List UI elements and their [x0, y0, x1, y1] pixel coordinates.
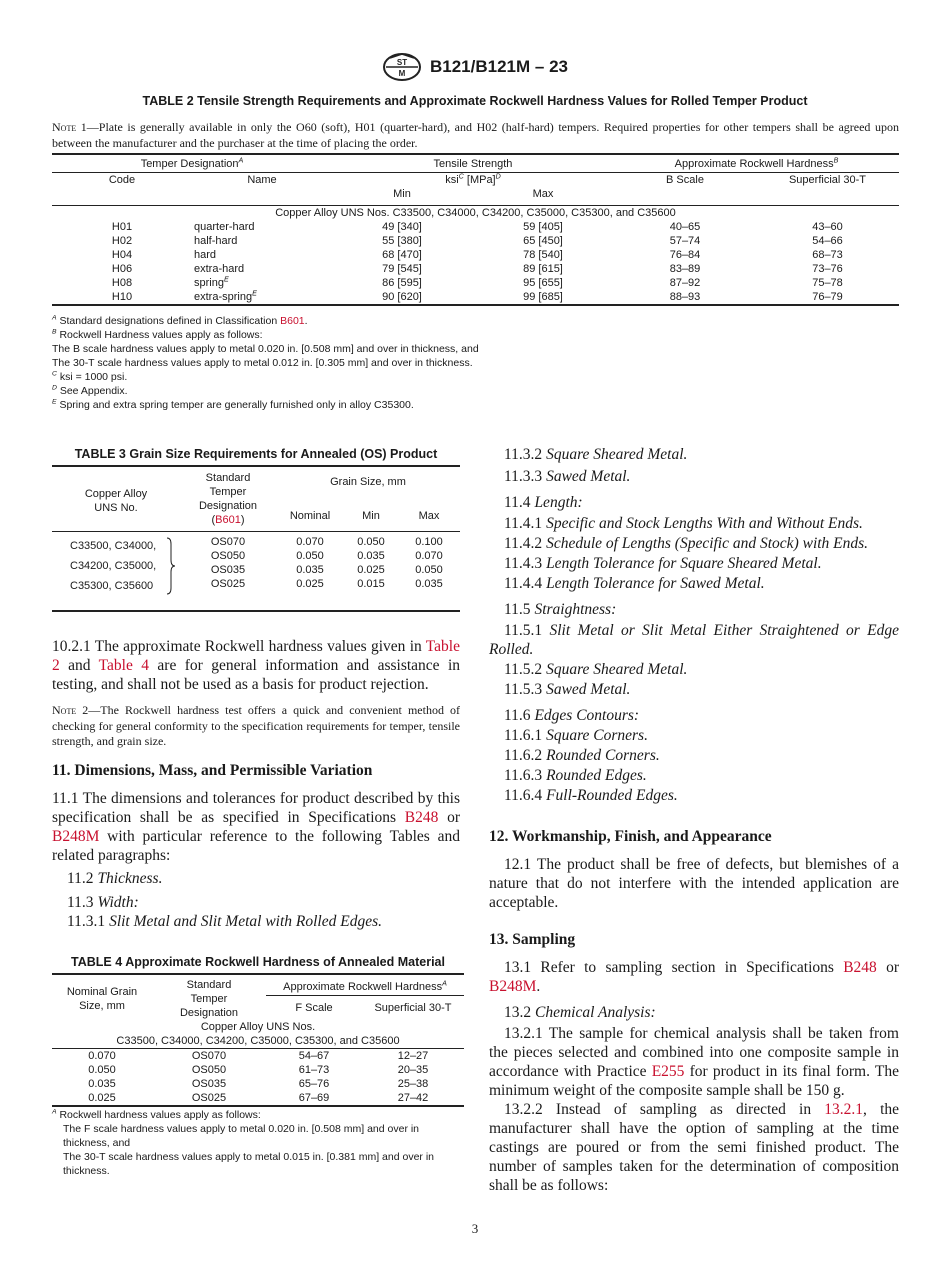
para-number: 11.5.3: [504, 681, 547, 698]
name-cell: [192, 248, 332, 262]
para-number: 13.2: [504, 1004, 535, 1021]
note-label: Note 1: [52, 120, 87, 134]
page-number: 3: [471, 1221, 479, 1236]
para-number: 11.5.1: [504, 622, 550, 639]
table3-max-value: 0.070: [415, 550, 443, 562]
link-b601[interactable]: B601: [215, 514, 241, 526]
max-cell: [398, 532, 460, 612]
superficial-header: Superficial 30-T: [788, 174, 867, 186]
alloy-line: C34200, C35000,: [70, 560, 157, 572]
footnote-ref: A: [442, 979, 447, 988]
nominal-cell: [276, 532, 344, 612]
table3-temper-value: OS050: [210, 550, 246, 562]
para-11-3-2: [489, 445, 899, 464]
temper-cell: [180, 532, 276, 612]
brace-icon: [166, 536, 176, 596]
b-scale-cell: 40–65: [669, 221, 701, 233]
name-cell: [192, 276, 332, 290]
table2-header-row-1: [52, 154, 899, 173]
std-header-2: Temper: [190, 993, 228, 1005]
name-text: spring: [194, 277, 224, 289]
table2-footnotes: [52, 314, 899, 412]
para-11-4: [489, 493, 899, 512]
para-number: 11.3.3: [504, 468, 547, 485]
para-text: .: [536, 978, 541, 995]
para-text: or: [876, 959, 899, 976]
table4-row: [52, 1063, 464, 1077]
para-title: Square Sheared Metal.: [546, 446, 688, 463]
grain-size-header: Grain Size, mm: [276, 466, 460, 501]
para-11-4-4: [489, 574, 899, 593]
table2-row: [52, 220, 899, 234]
rockwell-header: Approximate Rockwell Hardness: [283, 981, 443, 993]
name-header: Name: [247, 174, 277, 186]
f-scale-cell: 67–69: [266, 1091, 362, 1106]
para-title: Sawed Metal.: [546, 468, 631, 485]
code-cell: H10: [52, 290, 192, 305]
page-header: [0, 52, 950, 84]
alloy-cell: [52, 532, 180, 612]
nominal-header-2: Size, mm: [79, 1000, 125, 1012]
footnote-text: The 30-T scale hardness values apply to metal 0.015 in. [0.381 mm] and over in thickness.: [63, 1151, 435, 1177]
note-text: —The Rockwell hardness test offers a quick and convenient method of checking for general conformity to the specification requirements for temper, tensile strength, and grain size.: [52, 703, 461, 748]
max-cell: 99 [685]: [472, 290, 614, 305]
para-text: 13.1 Refer to sampling section in Specifications: [504, 959, 844, 976]
para-11-6-1: [489, 726, 899, 745]
para-number: 11.4: [504, 494, 535, 511]
link-table-2[interactable]: Table 2: [52, 638, 460, 674]
table3-nominal-value: 0.035: [296, 564, 324, 576]
b-scale-cell: 76–84: [669, 249, 701, 261]
para-11-5-2: [489, 660, 899, 679]
f-scale-cell: 65–76: [298, 1078, 330, 1090]
para-title: Chemical Analysis:: [535, 1004, 656, 1021]
para-number: 11.6.3: [504, 767, 547, 784]
table4-title: TABLE 4 Approximate Rockwell Hardness of Annealed Material: [71, 955, 445, 969]
footnote-text: ksi = 1000 psi.: [56, 371, 128, 383]
min-cell: 68 [470]: [382, 249, 422, 261]
para-number: 11.3.1: [67, 913, 110, 930]
para-title: Thickness.: [97, 870, 163, 887]
link-13-2-1[interactable]: 13.2.1: [824, 1101, 864, 1118]
alloy-caption-2: C33500, C34000, C34200, C35000, C35300, and C35600: [52, 1034, 464, 1049]
table4: [52, 973, 464, 1107]
footnote-text: Rockwell hardness values apply as follows:: [56, 1109, 261, 1121]
para-11-4-3: [489, 554, 899, 573]
para-title: Square Sheared Metal.: [546, 661, 688, 678]
name-text: quarter-hard: [194, 221, 255, 233]
footnote-text: The F scale hardness values apply to metal 0.020 in. [0.508 mm] and over in thickness, and: [63, 1123, 420, 1149]
table3-nominal-value: 0.025: [296, 578, 324, 590]
para-title: Slit Metal or Slit Metal Either Straightened or Edge Rolled.: [489, 622, 899, 658]
para-number: 11.4.4: [504, 575, 547, 592]
table2-alloy-row: [52, 206, 899, 221]
para-number: 11.4.1: [504, 515, 547, 532]
temper-cell: OS025: [152, 1091, 266, 1106]
link-b248[interactable]: B248: [404, 809, 439, 826]
link-b248[interactable]: B248: [843, 959, 877, 976]
table2-row: [52, 290, 899, 305]
code-cell: H04: [111, 249, 133, 261]
footnote-b2: The 30-T scale hardness values apply to metal 0.012 in. [0.305 mm] and over in thickness.: [52, 357, 473, 369]
para-number: 11.4.2: [504, 535, 547, 552]
footnote-b: [52, 328, 899, 342]
para-11-2: [67, 869, 162, 888]
link-b248m[interactable]: B248M: [489, 978, 537, 995]
table3-max-value: 0.100: [415, 536, 443, 548]
para-title: Edges Contours:: [534, 707, 640, 724]
footnote-ref: E: [223, 275, 229, 284]
para-title: Width:: [97, 894, 139, 911]
alloy-line: C35300, C35600: [70, 580, 154, 592]
para-13-2-1: [489, 1024, 899, 1100]
superficial-cell: 20–35: [397, 1064, 429, 1076]
table2-header-row-2: [52, 173, 899, 188]
name-text: hard: [194, 249, 217, 261]
superficial-cell: 68–73: [812, 249, 843, 261]
para-11-3-3: [489, 467, 899, 486]
table2-note: [52, 119, 899, 151]
table2-row: [52, 248, 899, 262]
table4-alloy-row-2: [52, 1034, 464, 1049]
min-cell: [344, 532, 398, 612]
footnote-marker: A: [52, 1108, 57, 1116]
footnote-text: See Appendix.: [56, 385, 128, 397]
link-b601[interactable]: B601: [280, 315, 305, 327]
para-11-1: [52, 789, 460, 865]
name-text: extra-spring: [194, 291, 253, 303]
table2-header-row-3: [52, 187, 899, 206]
section-12-heading: 12. Workmanship, Finish, and Appearance: [489, 828, 772, 845]
footnote-a: [52, 314, 899, 328]
superficial-cell: 27–42: [362, 1091, 464, 1106]
para-11-4-1: [489, 514, 899, 533]
b-scale-cell: 83–89: [669, 263, 701, 275]
para-number: 11.3.2: [504, 446, 547, 463]
para-title: Full-Rounded Edges.: [546, 787, 678, 804]
min-cell: 55 [380]: [382, 235, 422, 247]
table3-min-value: 0.050: [357, 536, 385, 548]
table3-min-value: 0.035: [357, 550, 385, 562]
footnote-ref: B: [833, 155, 839, 164]
para-title: Length:: [534, 494, 583, 511]
footnote-marker: E: [52, 398, 57, 406]
para-title: Schedule of Lengths (Specific and Stock) with Ends.: [546, 535, 869, 552]
para-number: 11.5.2: [504, 661, 547, 678]
table2-title: TABLE 2 Tensile Strength Requirements and Approximate Rockwell Hardness Values for Rolled Temper Product: [142, 94, 808, 108]
para-11-5-3: [489, 680, 899, 699]
table4-row: [52, 1049, 464, 1064]
table2-row: [52, 234, 899, 248]
table3-title: TABLE 3 Grain Size Requirements for Annealed (OS) Product: [74, 447, 438, 461]
svg-text:M: M: [398, 69, 406, 78]
footnote-marker: C: [52, 370, 57, 378]
para-text: 10.2.1 The approximate Rockwell hardness values given in: [52, 638, 426, 655]
nominal-cell: 0.025: [52, 1091, 152, 1106]
superficial-cell: 12–27: [397, 1050, 429, 1062]
link-e255[interactable]: E255: [651, 1063, 685, 1080]
superficial-cell: 25–38: [397, 1078, 429, 1090]
temper-designation-header: Temper Designation: [140, 157, 239, 170]
code-header: Code: [108, 174, 136, 186]
para-11-6-3: [489, 766, 899, 785]
b-scale-cell: 87–92: [669, 277, 701, 289]
para-11-5-1: [489, 621, 899, 659]
para-text: 13.2.2 Instead of sampling as directed in: [504, 1101, 825, 1118]
footnote-ref: A: [238, 155, 244, 164]
para-text: for product in its final form. The minimum weight of the composite sample shall be 150 g.: [489, 1063, 899, 1099]
nominal-header: Nominal: [276, 501, 344, 532]
std-header-3: Designation: [198, 500, 258, 512]
std-header: Standard: [205, 472, 251, 484]
para-text: 13.2.1 The sample for chemical analysis shall be taken from the pieces selected and combined into one composite sample in accordance with Practice: [489, 1025, 899, 1080]
max-header: Max: [472, 187, 614, 206]
std-header-2: Temper: [209, 486, 247, 498]
link-b248m[interactable]: B248M: [52, 828, 100, 845]
table3-body-row: [52, 532, 460, 612]
table3-nominal-value: 0.050: [296, 550, 324, 562]
max-cell: 78 [540]: [523, 249, 563, 261]
para-13-1: [489, 958, 899, 996]
table3-temper-value: OS025: [210, 578, 246, 590]
para-number: 11.5: [504, 601, 535, 618]
mpa-label: [MPa]: [463, 174, 496, 186]
section-11-heading: 11. Dimensions, Mass, and Permissible Variation: [52, 762, 373, 779]
table3-max-value: 0.050: [415, 564, 443, 576]
footnote-d: [52, 384, 899, 398]
table2-row: [52, 262, 899, 276]
nominal-cell: 0.035: [88, 1078, 116, 1090]
code-cell: H02: [111, 235, 133, 247]
min-cell: 79 [545]: [382, 263, 422, 275]
min-header: Min: [344, 501, 398, 532]
nominal-cell: 0.050: [88, 1064, 116, 1076]
name-cell: [192, 290, 332, 305]
para-number: 11.4.3: [504, 555, 547, 572]
std-header-4: [180, 513, 276, 527]
rockwell-header: Approximate Rockwell Hardness: [674, 157, 834, 170]
table3-nominal-value: 0.070: [296, 536, 324, 548]
para-number: 11.6.2: [504, 747, 547, 764]
footnote-e: [52, 398, 899, 412]
alloy-caption: Copper Alloy UNS Nos. C33500, C34000, C34200, C35000, C35300, and C35600: [275, 207, 676, 219]
note-label: Note 2: [52, 703, 89, 717]
temper-cell: OS050: [191, 1064, 227, 1076]
min-cell: 86 [595]: [382, 277, 422, 289]
footnote-text: Spring and extra spring temper are generally furnished only in alloy C35300.: [56, 399, 414, 411]
table3-min-value: 0.015: [357, 578, 385, 590]
alloy-header: Copper Alloy: [84, 487, 148, 500]
para-11-3-1: [67, 912, 382, 931]
footnote-marker: B: [52, 328, 57, 336]
tensile-strength-header: Tensile Strength: [433, 157, 513, 170]
para-text: or: [438, 809, 460, 826]
table4-footnotes: [52, 1108, 464, 1178]
para-title: Slit Metal and Slit Metal with Rolled Edges.: [109, 913, 383, 930]
link-table-4[interactable]: Table 4: [98, 657, 150, 674]
nominal-header: Nominal Grain: [66, 986, 138, 998]
footnote-ref: D: [495, 172, 501, 181]
footnote-text: .: [304, 315, 308, 327]
max-cell: 59 [405]: [523, 221, 563, 233]
para-title: Straightness:: [534, 601, 617, 618]
para-10-2-1: [52, 637, 460, 694]
superficial-cell: 76–79: [756, 290, 899, 305]
footnote-marker: D: [52, 384, 57, 392]
note-text: —Plate is generally available in only the O60 (soft), H01 (quarter-hard), and H02 (half-hard) tempers. Required properties for other tempers shall be agreed upon between the manufacturer and the purchaser at the time of placing the order.: [52, 120, 900, 150]
table3-temper-value: OS070: [210, 536, 246, 548]
temper-cell: OS035: [191, 1078, 227, 1090]
max-cell: 95 [655]: [523, 277, 563, 289]
table4-row: [52, 1091, 464, 1106]
para-number: 11.2: [67, 870, 98, 887]
para-title: Rounded Corners.: [546, 747, 660, 764]
min-header: Min: [332, 187, 472, 206]
superficial-cell: 54–66: [812, 235, 843, 247]
astm-logo: [382, 52, 422, 82]
name-cell: [192, 220, 332, 234]
para-number: 11.3: [67, 894, 98, 911]
paren-open: (: [211, 514, 216, 526]
code-cell: H08: [111, 277, 133, 289]
footnote-b1: The B scale hardness values apply to metal 0.020 in. [0.508 mm] and over in thickness, and: [52, 343, 479, 355]
para-11-5: [489, 600, 899, 619]
para-13-2: [504, 1003, 656, 1022]
para-number: 11.6: [504, 707, 535, 724]
table4-header-row: [52, 974, 464, 996]
name-text: half-hard: [194, 235, 238, 247]
footnote-text: Standard designations defined in Classification: [56, 315, 281, 327]
para-title: Square Corners.: [546, 727, 648, 744]
para-text: 11.1 The dimensions and tolerances for product described by this specification shall be as specified in Specifications: [52, 790, 460, 826]
table3-header-row: [52, 466, 460, 501]
nominal-cell: 0.070: [88, 1050, 116, 1062]
note-2: [52, 703, 460, 750]
para-11-3: [67, 893, 139, 912]
para-text: with particular reference to the following Tables and related paragraphs:: [52, 828, 460, 864]
name-text: extra-hard: [194, 263, 245, 275]
max-header: Max: [398, 501, 460, 532]
alloy-line: C33500, C34000,: [70, 540, 157, 552]
table4-alloy-row-1: [52, 1020, 464, 1034]
footnote-c: [52, 370, 899, 384]
std-header-3: Designation: [179, 1007, 239, 1019]
ksi-label: ksi: [445, 174, 459, 186]
min-cell: 90 [620]: [332, 290, 472, 305]
alloy-header-2: UNS No.: [94, 501, 138, 514]
table4-row: [52, 1077, 464, 1091]
document-designation: B121/B121M – 23: [430, 57, 568, 76]
footnote-ref: E: [252, 289, 257, 298]
temper-cell: OS070: [191, 1050, 227, 1062]
svg-text:ST: ST: [396, 58, 408, 67]
para-title: Rounded Edges.: [546, 767, 647, 784]
paren-close: ): [240, 514, 245, 526]
code-cell: H06: [111, 263, 133, 275]
unit-header: [332, 173, 614, 188]
para-number: 11.6.1: [504, 727, 547, 744]
superficial-cell: 73–76: [812, 263, 843, 275]
min-cell: 49 [340]: [382, 221, 422, 233]
para-title: Sawed Metal.: [546, 681, 631, 698]
f-scale-cell: 61–73: [298, 1064, 330, 1076]
footnote-ref: C: [458, 172, 464, 181]
table3-max-value: 0.035: [415, 578, 443, 590]
para-text: , the manufacturer shall have the option of sampling at the time castings are poured or from the semi finished product. The number of samples taken for the determination of composition shall be as follows:: [489, 1101, 900, 1194]
para-title: Specific and Stock Lengths With and Without Ends.: [546, 515, 863, 532]
b-scale-cell: 88–93: [614, 290, 756, 305]
footnote-a: [52, 1108, 464, 1122]
max-cell: 89 [615]: [523, 263, 563, 275]
para-11-6: [489, 706, 899, 725]
para-number: 11.6.4: [504, 787, 547, 804]
table2-row: [52, 276, 899, 290]
footnote-text: Rockwell Hardness values apply as follows:: [56, 329, 263, 341]
alloy-caption: Copper Alloy UNS Nos.: [200, 1021, 316, 1033]
para-12-1: 12.1 The product shall be free of defects, but blemishes of a nature that do not interfere with the intended application are acceptable.: [489, 856, 899, 911]
footnote-marker: A: [52, 314, 57, 322]
para-11-6-4: [489, 786, 899, 805]
para-title: Length Tolerance for Square Sheared Metal.: [546, 555, 822, 572]
name-cell: [192, 262, 332, 276]
para-13-2-2: [489, 1100, 899, 1195]
para-text: and: [59, 657, 99, 674]
para-title: Length Tolerance for Sawed Metal.: [546, 575, 765, 592]
footnote-a1: [52, 1122, 464, 1150]
f-scale-header: F Scale: [295, 1002, 333, 1014]
f-scale-cell: 54–67: [298, 1050, 330, 1062]
para-text: are for general information and assistance in testing, and shall not be used as a basis for product rejection.: [52, 657, 460, 693]
code-cell: H01: [111, 221, 133, 233]
table3-min-value: 0.025: [357, 564, 385, 576]
superficial-cell: 75–78: [812, 277, 843, 289]
superficial-cell: 43–60: [812, 221, 843, 233]
b-scale-header: B Scale: [666, 174, 704, 186]
table2: [52, 153, 899, 306]
superficial-header: Superficial 30-T: [374, 1002, 452, 1014]
table3-temper-value: OS035: [210, 564, 246, 576]
name-cell: [192, 234, 332, 248]
right-column: [489, 445, 899, 805]
b-scale-cell: 57–74: [669, 235, 701, 247]
max-cell: 65 [450]: [523, 235, 563, 247]
footnote-a2: [52, 1150, 464, 1178]
std-header: Standard: [186, 979, 232, 991]
section-13-heading: 13. Sampling: [489, 931, 576, 948]
para-11-6-2: [489, 746, 899, 765]
para-11-4-2: [489, 534, 899, 553]
table3: [52, 465, 460, 612]
